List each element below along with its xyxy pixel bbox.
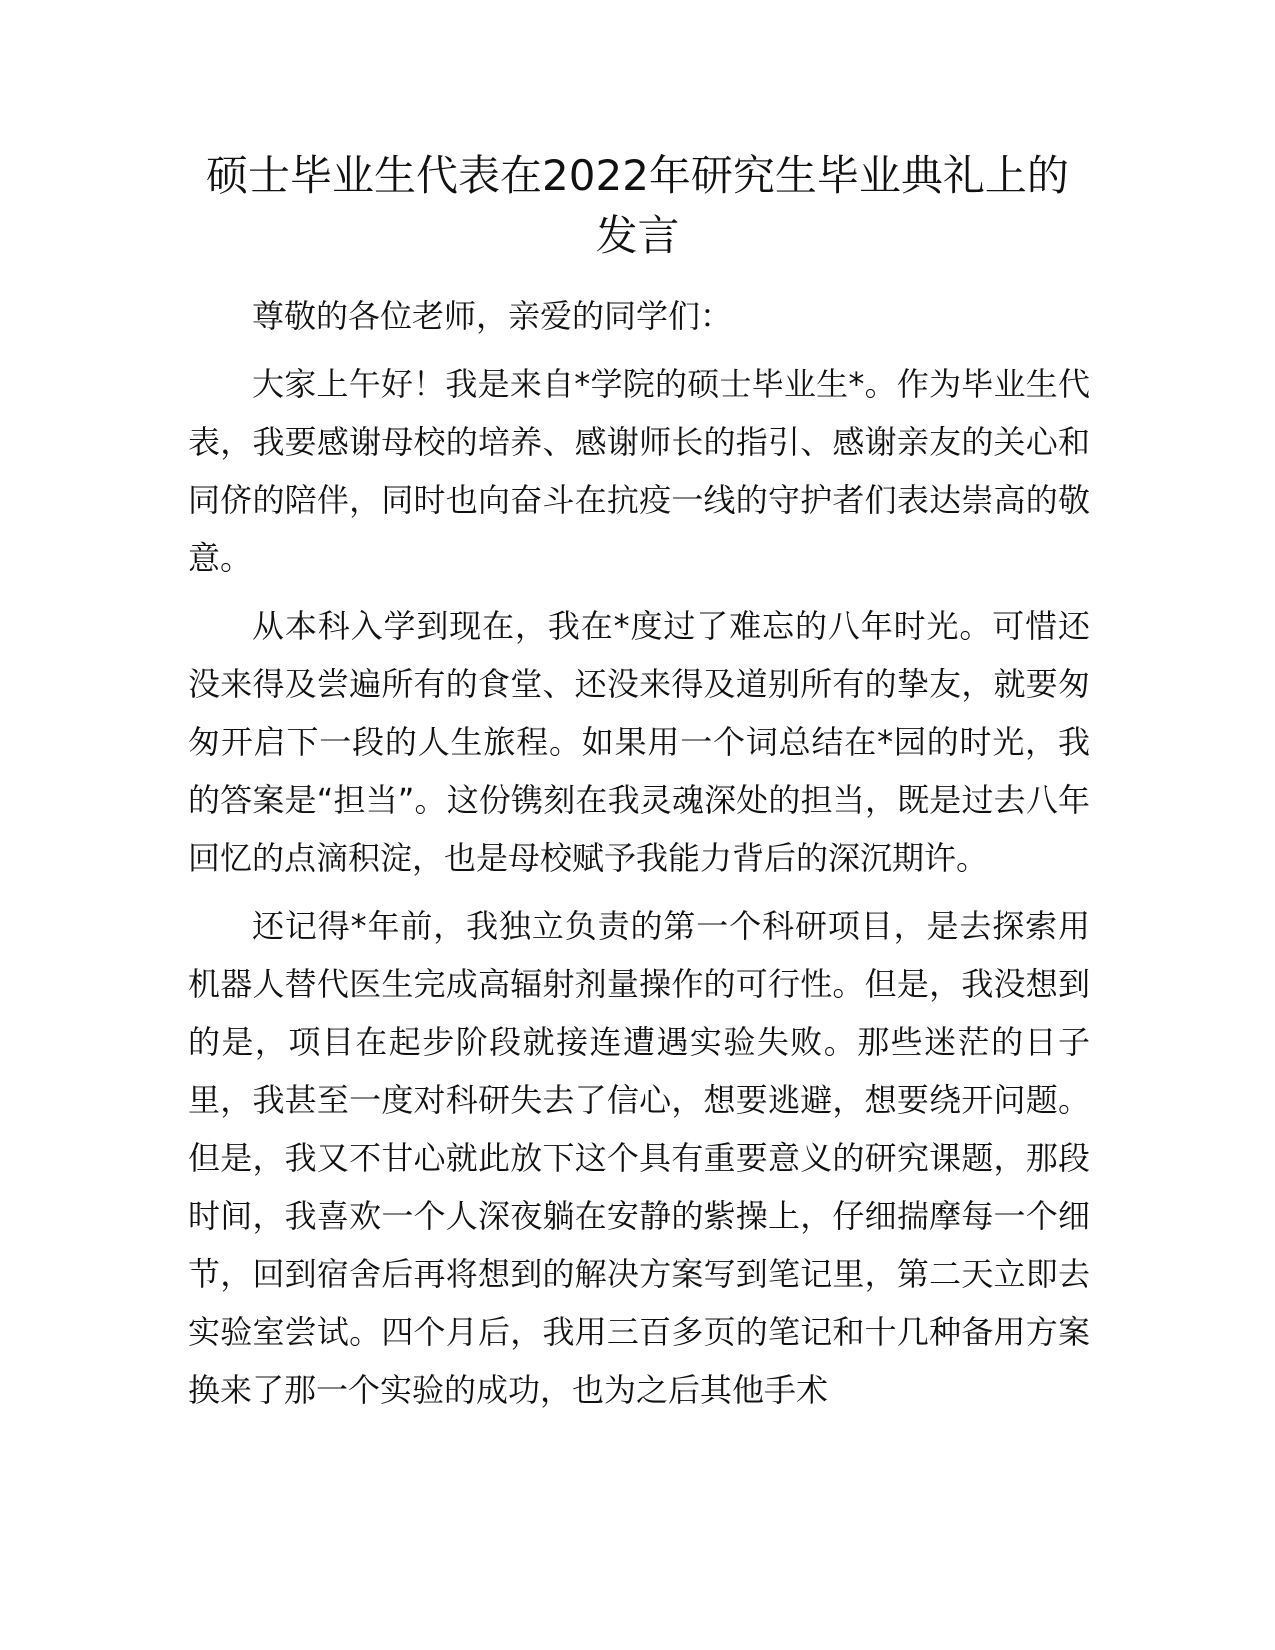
title-line-2: 发言 (595, 211, 680, 260)
document-body (188, 287, 1090, 1419)
paragraph-greeting: 大家上午好！我是来自*学院的硕士毕业生*。作为毕业生代表，我要感谢母校的培养、感谢师长的指引、感谢亲友的关心和同侪的陪伴，同时也向奋斗在抗疫一线的守护者们表达崇高的敬意。 (188, 365, 1090, 577)
paragraph-eight-years: 从本科入学到现在，我在*度过了难忘的八年时光。可惜还没来得及尝遍所有的食堂、还没来得及道别所有的挚友，就要匆匆开启下一段的人生旅程。如果用一个词总结在*园的时光，我的答案是“担当”。这份镌刻在我灵魂深处的担当，既是过去八年回忆的点滴积淀，也是母校赋予我能力背后的深沉期许。 (188, 607, 1090, 877)
title-line-1: 硕士毕业生代表在2022年研究生毕业典礼上的 (206, 151, 1069, 200)
document-title (170, 146, 1105, 266)
salutation: 尊敬的各位老师，亲爱的同学们： (252, 297, 733, 335)
paragraph-research-project: 还记得*年前，我独立负责的第一个科研项目，是去探索用机器人替代医生完成高辐射剂量操作的可行性。但是，我没想到的是，项目在起步阶段就接连遭遇实验失败。那些迷茫的日子里，我甚至一度对科研失去了信心，想要逃避，想要绕开问题。但是，我又不甘心就此放下这个具有重要意义的研究课题，那段时间，我喜欢一个人深夜躺在安静的紫操上，仔细揣摩每一个细节，回到宿舍后再将想到的解决方案写到笔记里，第二天立即去实验室尝试。四个月后，我用三百多页的笔记和十几种备用方案换来了那一个实验的成功，也为之后其他手术 (188, 907, 1090, 1409)
